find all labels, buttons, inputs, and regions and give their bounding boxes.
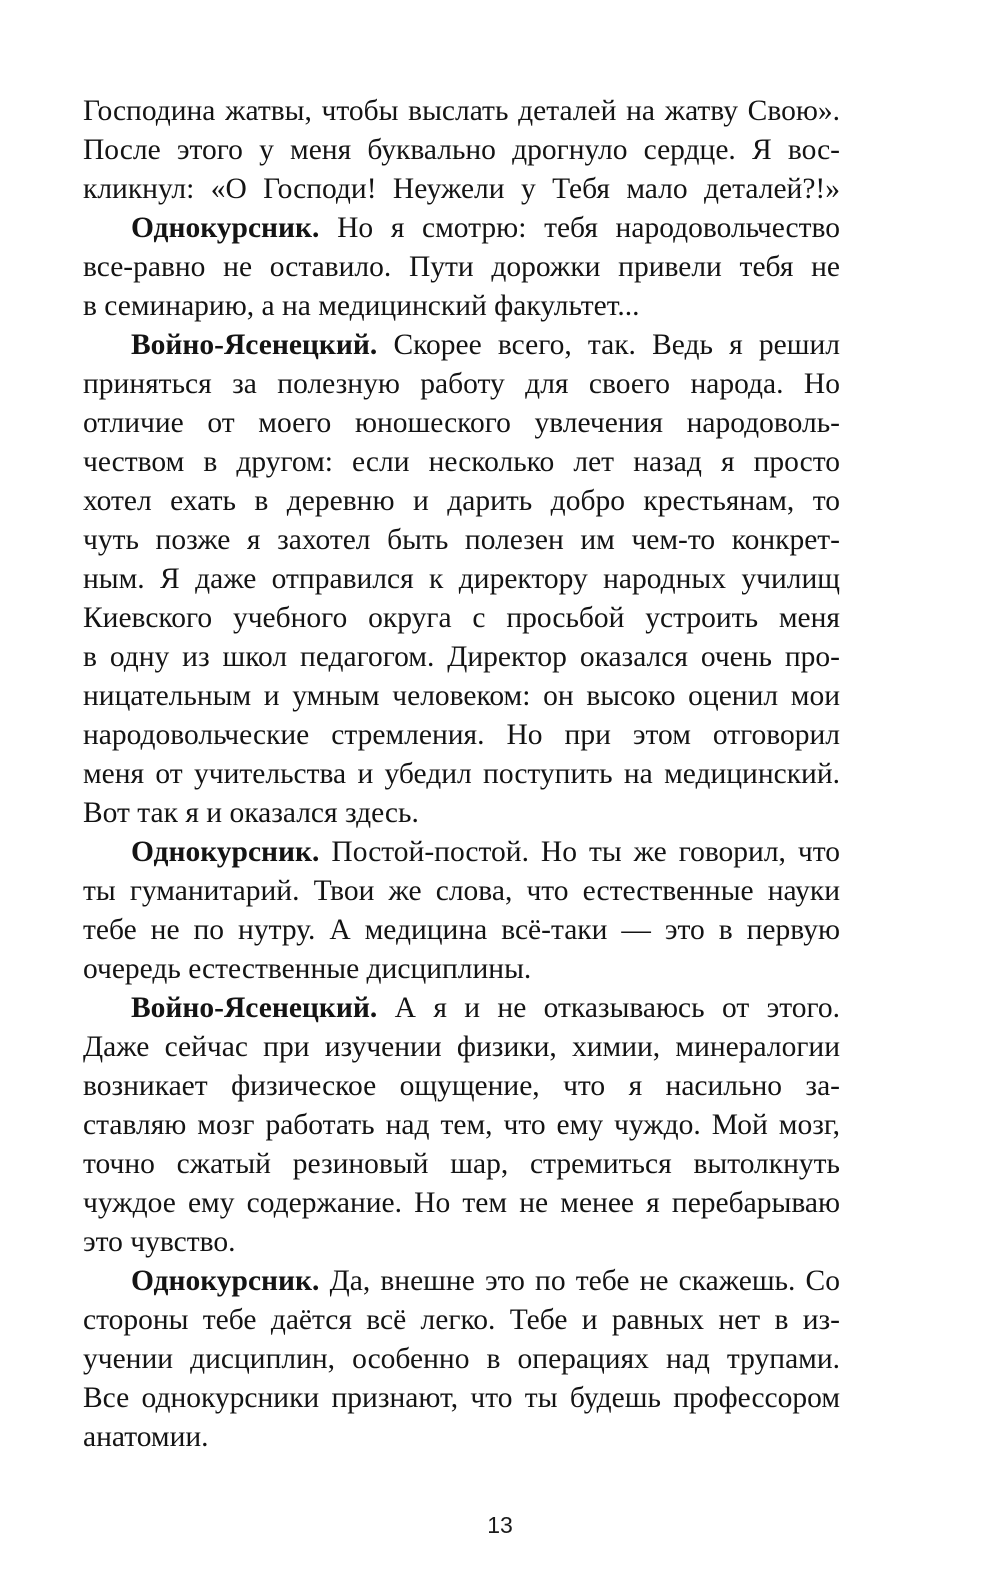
text-line: точно сжатый резиновый шар, стремиться вытолкнуть bbox=[83, 1148, 840, 1180]
text-line: чеством в другом: если несколько лет назад я просто bbox=[83, 446, 840, 478]
dialogue-line bbox=[83, 209, 840, 248]
page-number: 13 bbox=[487, 1512, 513, 1538]
text-line: Вот так я и оказался здесь. bbox=[83, 797, 419, 829]
text-line: в семинарию, а на медицинский факультет... bbox=[83, 290, 640, 322]
text-line: ным. Я даже отправился к директору народных училищ bbox=[83, 563, 840, 595]
dialogue-text: Да, внешне это по тебе не скажешь. Со bbox=[319, 1265, 840, 1297]
dialogue-line bbox=[83, 1262, 840, 1301]
text-line: анатомии. bbox=[83, 1421, 209, 1453]
text-line: все-равно не оставило. Пути дорожки привели тебя не bbox=[83, 251, 840, 283]
text-line: Даже сейчас при изучении физики, химии, минералогии bbox=[83, 1031, 840, 1063]
text-line: После этого у меня буквально дрогнуло сердце. Я вос- bbox=[83, 134, 840, 166]
text-line: ставляю мозг работать над тем, что ему чуждо. Мой мозг, bbox=[83, 1109, 840, 1141]
text-line: тебе не по нутру. А медицина всё-таки — это в первую bbox=[83, 914, 840, 946]
page-body bbox=[83, 92, 840, 1457]
dialogue-text: Но я смотрю: тебя народовольчество bbox=[319, 212, 840, 244]
speaker-name: Войно-Ясенецкий. bbox=[131, 329, 378, 361]
text-line: это чувство. bbox=[83, 1226, 236, 1258]
text-line: хотел ехать в деревню и дарить добро крестьянам, то bbox=[83, 485, 840, 517]
dialogue-line bbox=[83, 326, 840, 365]
dialogue-text: Постой-постой. Но ты же говорил, что bbox=[319, 836, 840, 868]
text-line: очередь естественные дисциплины. bbox=[83, 953, 532, 985]
text-line: меня от учительства и убедил поступить на медицинский. bbox=[83, 758, 840, 790]
speaker-name: Однокурсник. bbox=[131, 1265, 320, 1297]
speaker-name: Однокурсник. bbox=[131, 836, 320, 868]
text-line: чуть позже я захотел быть полезен им чем-то конкрет- bbox=[83, 524, 840, 556]
dialogue-line bbox=[83, 989, 840, 1028]
speaker-name: Войно-Ясенецкий. bbox=[131, 992, 378, 1024]
text-line: Господина жатвы, чтобы выслать деталей на жатву Свою». bbox=[83, 95, 840, 127]
dialogue-text: Скорее всего, так. Ведь я решил bbox=[377, 329, 840, 361]
dialogue-text: А я и не отказываюсь от этого. bbox=[377, 992, 840, 1024]
text-line: чуждое ему содержание. Но тем не менее я перебарываю bbox=[83, 1187, 840, 1219]
text-line: народовольческие стремления. Но при этом отговорил bbox=[83, 719, 840, 751]
speaker-name: Однокурсник. bbox=[131, 212, 320, 244]
text-line: Киевского учебного округа с просьбой устроить меня bbox=[83, 602, 840, 634]
text-line: отличие от моего юношеского увлечения народоволь- bbox=[83, 407, 840, 439]
text-line: в одну из школ педагогом. Директор оказался очень про- bbox=[83, 641, 840, 673]
text-line: кликнул: «О Господи! Неужели у Тебя мало деталей?!» bbox=[83, 173, 840, 205]
text-line: приняться за полезную работу для своего народа. Но bbox=[83, 368, 840, 400]
dialogue-line bbox=[83, 833, 840, 872]
text-line: возникает физическое ощущение, что я насильно за- bbox=[83, 1070, 840, 1102]
text-line: ты гуманитарий. Твои же слова, что естественные науки bbox=[83, 875, 840, 907]
text-line: стороны тебе даётся всё легко. Тебе и равных нет в из- bbox=[83, 1304, 840, 1336]
text-line: учении дисциплин, особенно в операциях над трупами. bbox=[83, 1343, 840, 1375]
text-line: ницательным и умным человеком: он высоко оценил мои bbox=[83, 680, 840, 712]
text-line: Все однокурсники признают, что ты будешь профессором bbox=[83, 1382, 840, 1414]
